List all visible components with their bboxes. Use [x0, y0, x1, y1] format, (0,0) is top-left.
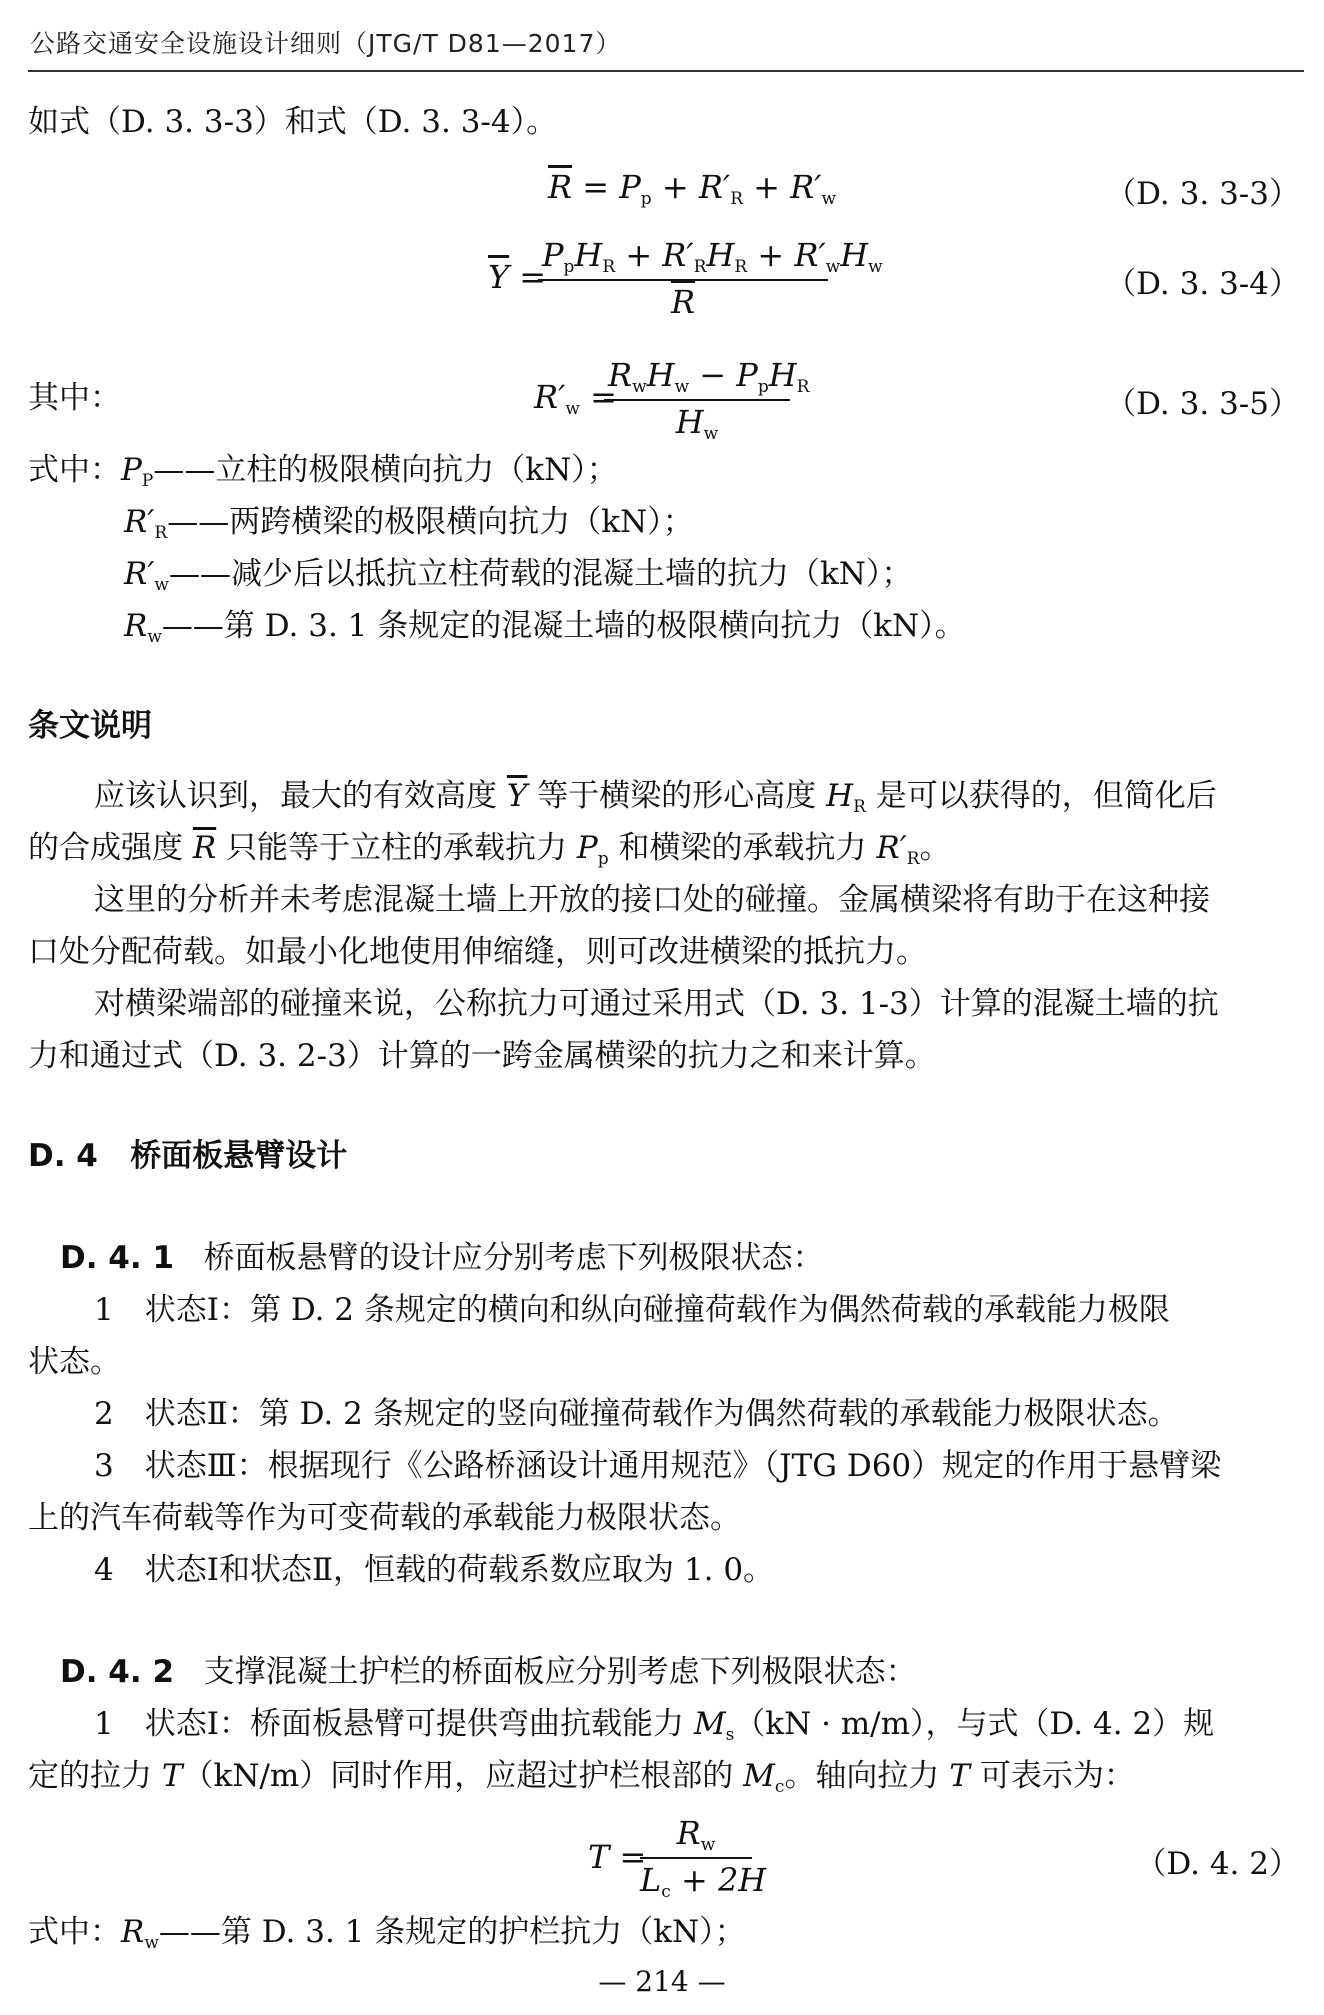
equation-d334-lhs: $\overline{Y}$ =	[488, 258, 547, 296]
clause-d42-title: 支撑混凝土护栏的桥面板应分别考虑下列极限状态：	[203, 1654, 917, 1690]
equation-d335-lhs: $R'_w$ =	[534, 378, 617, 419]
commentary-p1-line1: 应该认识到，最大的有效高度 $\overline{Y}$ 等于横梁的形心高度 $H_R$ 是可以获得的，但简化后	[94, 778, 1217, 817]
clause-d42-heading	[60, 1652, 917, 1692]
running-header: 公路交通安全设施设计细则（JTG/T D81—2017）	[30, 29, 622, 58]
definition-pp: 式中：$P_P——$立柱的极限横向抗力（kN）；	[28, 452, 618, 491]
clause-d41-item1-line2: 状态。	[28, 1344, 121, 1380]
equation-number-d335: （D. 3. 3-5）	[1105, 386, 1300, 422]
definition-prefix: 式中：	[28, 452, 121, 488]
commentary-p3-line2: 力和通过式（D. 3. 2-3）计算的一跨金属横梁的抗力之和来计算。	[28, 1038, 936, 1074]
equation-number-d42: （D. 4. 2）	[1135, 1846, 1300, 1882]
clause-d41-item4: 4 状态Ⅰ和状态Ⅱ，恒载的荷载系数应取为 1. 0。	[94, 1552, 775, 1588]
commentary-p2-line2: 口处分配荷载。如最小化地使用伸缩缝，则可改进横梁的抵抗力。	[28, 934, 927, 970]
equation-number-d333: （D. 3. 3-3）	[1105, 176, 1300, 212]
clause-d41-number: D. 4. 1	[60, 1240, 175, 1276]
definition-rr: $R'_R——$两跨横梁的极限横向抗力（kN）；	[124, 504, 694, 543]
clause-d41-item3-line1: 3 状态Ⅲ：根据现行《公路桥涵设计通用规范》（JTG D60）规定的作用于悬臂梁	[94, 1448, 1222, 1484]
header-rule	[28, 70, 1304, 72]
clause-d41-item3-line2: 上的汽车荷载等作为可变荷载的承载能力极限状态。	[28, 1500, 741, 1536]
clause-d41-heading	[60, 1238, 824, 1278]
intro-line: 如式（D. 3. 3-3）和式（D. 3. 3-4）。	[28, 104, 558, 140]
clause-d41-item2: 2 状态Ⅱ：第 D. 2 条规定的竖向碰撞荷载作为偶然荷载的承载能力极限状态。	[94, 1396, 1179, 1432]
clause-d42-item1-line1: 1 状态Ⅰ：桥面板悬臂可提供弯曲抗载能力 $M_s(kN \cdot m/m)$，与式（D. 4. 2）规	[94, 1706, 1215, 1745]
equation-d335-prefix: 其中：	[28, 380, 121, 416]
commentary-p1-line2: 的合成强度 $\overline{R}$ 只能等于立柱的承载抗力 $P_p$ 和横梁的承载抗力 $R'_R$。	[28, 830, 951, 869]
equation-number-d334: （D. 3. 3-4）	[1105, 266, 1300, 302]
clause-d42-number: D. 4. 2	[60, 1654, 175, 1690]
section-title: 桥面板悬臂设计	[130, 1138, 348, 1174]
definition-rw-barrier: 式中：$R_w——$第 D. 3. 1 条规定的护栏抗力（kN）；	[28, 1914, 746, 1953]
section-heading	[28, 1136, 347, 1176]
equation-d334-fraction: $P_pH_R + R'_RH_R + R'_wH_w$ $\overline{R}$	[538, 236, 828, 321]
commentary-title: 条文说明	[28, 708, 152, 744]
clause-d41-title: 桥面板悬臂的设计应分别考虑下列极限状态：	[203, 1240, 824, 1276]
commentary-p3-line1: 对横梁端部的碰撞来说，公称抗力可通过采用式（D. 3. 1-3）计算的混凝土墙的抗	[94, 986, 1219, 1022]
definition-rw-prime: $R'_w——$减少后以抵抗立柱荷载的混凝土墙的抗力（kN）；	[124, 556, 913, 595]
clause-d41-item1-line1: 1 状态Ⅰ：第 D. 2 条规定的横向和纵向碰撞荷载作为偶然荷载的承载能力极限	[94, 1292, 1170, 1328]
definition-rw: $R_w——$第 D. 3. 1 条规定的混凝土墙的极限横向抗力（kN）。	[124, 608, 966, 647]
commentary-p2-line1: 这里的分析并未考虑混凝土墙上开放的接口处的碰撞。金属横梁将有助于在这种接	[94, 882, 1210, 918]
page-number: — 214 —	[598, 1965, 726, 1998]
equation-d333: $\overline{R} = P_p + R'_R + R'_w$	[548, 168, 837, 209]
equation-d335-fraction: $R_wH_w - P_pH_R$ $H_w$	[604, 356, 790, 444]
equation-d42-lhs: T =	[588, 1838, 647, 1876]
section-number: D. 4	[28, 1138, 98, 1174]
clause-d42-item1-line2: 定的拉力 T（kN/m）同时作用，应超过护栏根部的 $M_c$。轴向拉力 T 可表示为：	[28, 1758, 1135, 1797]
equation-d42-fraction: $R_w$ $L_c + 2H$	[640, 1814, 767, 1902]
